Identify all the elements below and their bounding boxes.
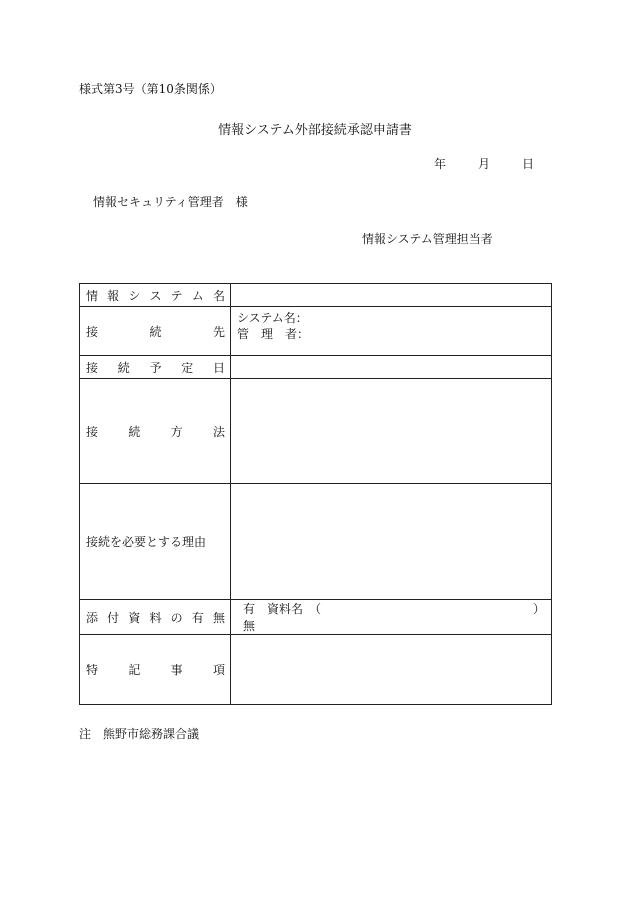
reason-label-text: 接続を必要とする理由 <box>86 535 207 549</box>
label-char: の <box>170 610 183 625</box>
label-char: テ <box>170 288 183 303</box>
label-char: 定 <box>181 360 194 375</box>
label-connection-method <box>80 379 231 484</box>
label-char: 事 <box>170 663 183 677</box>
date-day-label: 日 <box>522 157 535 171</box>
value-reason[interactable] <box>231 484 552 600</box>
label-char: 無 <box>212 610 225 625</box>
label-char: 特 <box>86 663 99 677</box>
label-char: 先 <box>212 324 225 339</box>
applicant: 情報システム管理担当者 <box>362 232 493 246</box>
row-connection-method <box>80 379 552 484</box>
date-year-label: 年 <box>434 157 447 171</box>
attachment-no-text: 無 <box>243 619 256 633</box>
destination-manager: 管 理 者： <box>237 327 310 341</box>
label-char: 料 <box>149 610 162 625</box>
attachment-no-line <box>231 617 551 634</box>
value-system-name[interactable] <box>231 284 552 307</box>
row-attachments <box>80 600 552 635</box>
label-remarks <box>80 635 231 705</box>
label-char: 情 <box>86 288 99 303</box>
label-char: 項 <box>212 663 225 677</box>
label-char: シ <box>128 288 141 303</box>
label-char: 有 <box>191 610 204 625</box>
label-char: 付 <box>107 610 120 625</box>
label-char: 予 <box>149 360 162 375</box>
label-char: 資 <box>128 610 141 625</box>
label-attachments <box>80 600 231 635</box>
value-destination[interactable] <box>231 307 552 356</box>
label-destination <box>80 307 231 356</box>
form-number: 様式第3号（第10条関係） <box>79 82 222 96</box>
value-scheduled-date[interactable] <box>231 356 552 379</box>
attachment-yes-line <box>231 600 551 617</box>
label-char: 続 <box>149 324 162 339</box>
value-connection-method[interactable] <box>231 379 552 484</box>
footnote: 注 熊野市総務課合議 <box>79 727 200 741</box>
date-month-label: 月 <box>478 157 491 171</box>
row-system-name <box>80 284 552 307</box>
value-attachments[interactable] <box>231 600 552 635</box>
destination-system-name: システム名： <box>237 311 308 325</box>
label-char: 接 <box>86 360 99 375</box>
row-remarks <box>80 635 552 705</box>
label-char: 接 <box>86 324 99 339</box>
date-line <box>434 155 534 172</box>
row-scheduled-date <box>80 356 552 379</box>
label-char: 報 <box>107 288 120 303</box>
label-char: ム <box>191 288 204 303</box>
row-reason <box>80 484 552 600</box>
label-char: 記 <box>128 663 141 677</box>
document-title: 情報システム外部接続承認申請書 <box>218 123 412 138</box>
label-char: 名 <box>212 288 225 303</box>
label-char: 日 <box>212 360 225 375</box>
application-form-table <box>79 283 552 705</box>
label-char: 続 <box>128 424 141 439</box>
label-char: 方 <box>170 424 183 439</box>
label-char: 続 <box>117 360 130 375</box>
addressee: 情報セキュリティ管理者 様 <box>93 195 248 209</box>
attachment-yes-text: 有 資料名 （ <box>243 602 322 616</box>
label-char: 添 <box>86 610 99 625</box>
label-reason <box>80 484 231 600</box>
label-scheduled-date <box>80 356 231 379</box>
label-char: ス <box>149 288 162 303</box>
label-char: 法 <box>212 424 225 439</box>
attachment-close-paren: ） <box>532 602 545 616</box>
value-remarks[interactable] <box>231 635 552 705</box>
label-system-name <box>80 284 231 307</box>
label-char: 接 <box>86 424 99 439</box>
row-destination <box>80 307 552 356</box>
